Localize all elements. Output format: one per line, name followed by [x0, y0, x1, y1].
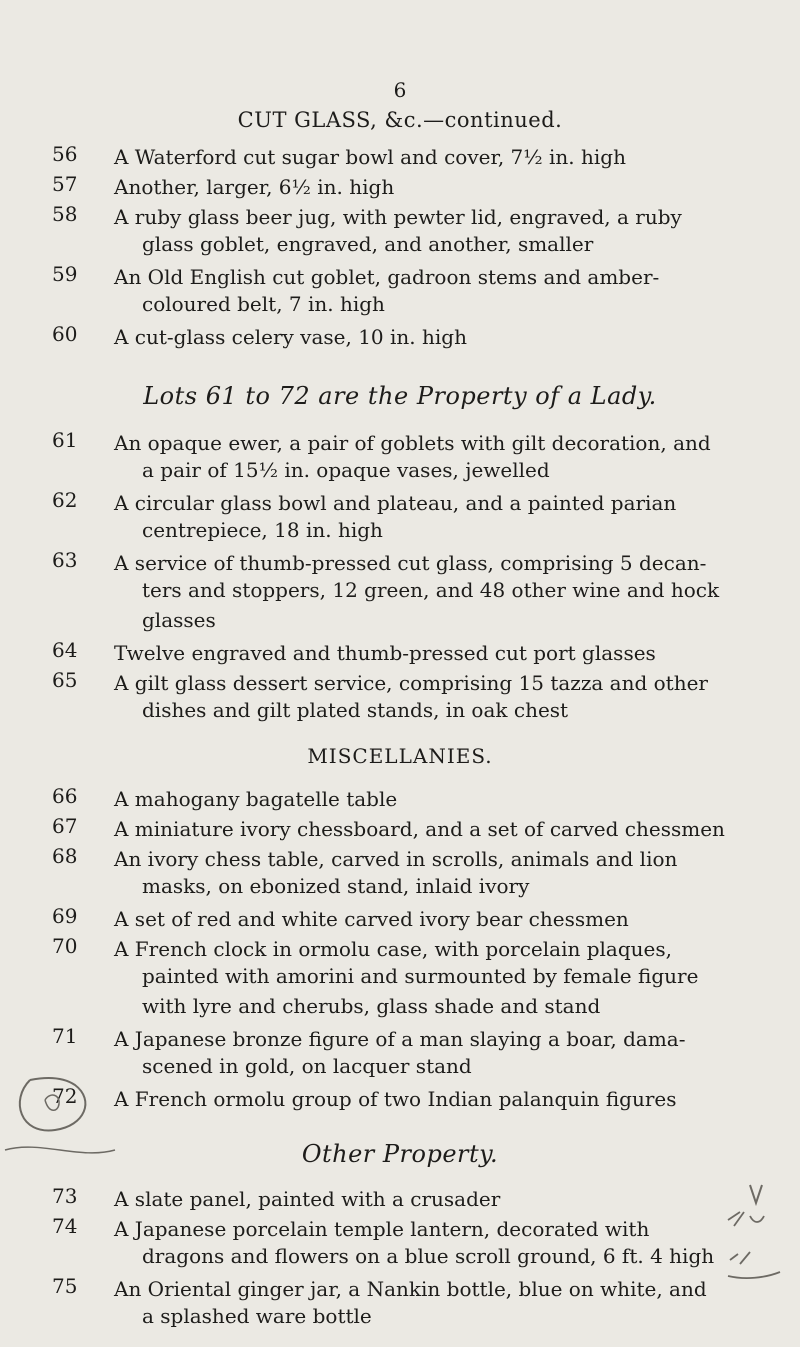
- section-heading-cut-glass: CUT GLASS, &c.—continued.: [237, 108, 563, 132]
- lot-number: 66: [52, 784, 78, 808]
- lot-number: 74: [52, 1214, 78, 1238]
- lot-number: 62: [52, 488, 78, 512]
- lot-number: 68: [52, 844, 78, 868]
- lot-description: An ivory chess table, carved in scrolls, animals and lion: [114, 847, 678, 871]
- page-number: 6: [393, 78, 407, 102]
- lot-description-continued: dragons and flowers on a blue scroll ground, 6 ft. 4 high: [142, 1244, 715, 1268]
- lot-number: 63: [52, 548, 78, 572]
- lot-number: 70: [52, 934, 78, 958]
- lot-description: A set of red and white carved ivory bear chessmen: [114, 907, 629, 931]
- lot-number: 60: [52, 322, 78, 346]
- lot-description: A mahogany bagatelle table: [114, 787, 398, 811]
- lot-number: 69: [52, 904, 78, 928]
- lot-number: 56: [52, 142, 78, 166]
- lot-description-continued: scened in gold, on lacquer stand: [142, 1054, 472, 1078]
- lot-description: A circular glass bowl and plateau, and a painted parian: [114, 491, 677, 515]
- section-heading-other-property: Other Property.: [301, 1140, 499, 1168]
- section-heading-miscellanies: MISCELLANIES.: [307, 744, 493, 768]
- lot-number: 73: [52, 1184, 78, 1208]
- lot-description: A French clock in ormolu case, with porcelain plaques,: [114, 937, 672, 961]
- lot-description: A Waterford cut sugar bowl and cover, 7½ in. high: [114, 145, 626, 169]
- lot-description: Another, larger, 6½ in. high: [114, 175, 395, 199]
- lot-description-continued: a pair of 15½ in. opaque vases, jewelled: [142, 458, 550, 482]
- lot-description: A service of thumb-pressed cut glass, comprising 5 decan-: [114, 551, 707, 575]
- lot-description: A miniature ivory chessboard, and a set of carved chessmen: [114, 817, 725, 841]
- lot-number: 72: [52, 1084, 78, 1108]
- lot-description-continued: glass goblet, engraved, and another, smaller: [142, 232, 594, 256]
- lot-description-continued: a splashed ware bottle: [142, 1304, 372, 1328]
- lot-number: 71: [52, 1024, 78, 1048]
- lot-description: An Oriental ginger jar, a Nankin bottle, blue on white, and: [114, 1277, 707, 1301]
- lot-description: Twelve engraved and thumb-pressed cut port glasses: [114, 641, 656, 665]
- lot-description: A cut-glass celery vase, 10 in. high: [114, 325, 467, 349]
- lot-number: 58: [52, 202, 78, 226]
- lot-number: 67: [52, 814, 78, 838]
- lot-description-continued: masks, on ebonized stand, inlaid ivory: [142, 874, 530, 898]
- lot-description-continued: glasses: [142, 608, 216, 632]
- pencil-scribble-left: [0, 1040, 120, 1170]
- lot-number: 75: [52, 1274, 78, 1298]
- lot-number: 64: [52, 638, 78, 662]
- lot-description-continued: ters and stoppers, 12 green, and 48 other wine and hock: [142, 578, 720, 602]
- pencil-scribble-right: [720, 1180, 795, 1290]
- lot-description: A gilt glass dessert service, comprising 15 tazza and other: [114, 671, 708, 695]
- section-heading-lady: Lots 61 to 72 are the Property of a Lady.: [143, 382, 657, 410]
- lot-description-continued: coloured belt, 7 in. high: [142, 292, 385, 316]
- lot-description: A slate panel, painted with a crusader: [114, 1187, 501, 1211]
- lot-description-continued: centrepiece, 18 in. high: [142, 518, 383, 542]
- lot-number: 61: [52, 428, 78, 452]
- lot-description: A ruby glass beer jug, with pewter lid, engraved, a ruby: [114, 205, 682, 229]
- lot-number: 57: [52, 172, 78, 196]
- lot-description-continued: with lyre and cherubs, glass shade and stand: [142, 994, 601, 1018]
- lot-number: 65: [52, 668, 78, 692]
- lot-description: An opaque ewer, a pair of goblets with gilt decoration, and: [114, 431, 711, 455]
- lot-description: A Japanese bronze figure of a man slaying a boar, dama-: [114, 1027, 686, 1051]
- lot-description-continued: dishes and gilt plated stands, in oak chest: [142, 698, 569, 722]
- lot-number: 59: [52, 262, 78, 286]
- lot-description: An Old English cut goblet, gadroon stems and amber-: [114, 265, 660, 289]
- lot-description: A Japanese porcelain temple lantern, decorated with: [114, 1217, 650, 1241]
- lot-description: A French ormolu group of two Indian palanquin figures: [114, 1087, 677, 1111]
- lot-description-continued: painted with amorini and surmounted by female figure: [142, 964, 699, 988]
